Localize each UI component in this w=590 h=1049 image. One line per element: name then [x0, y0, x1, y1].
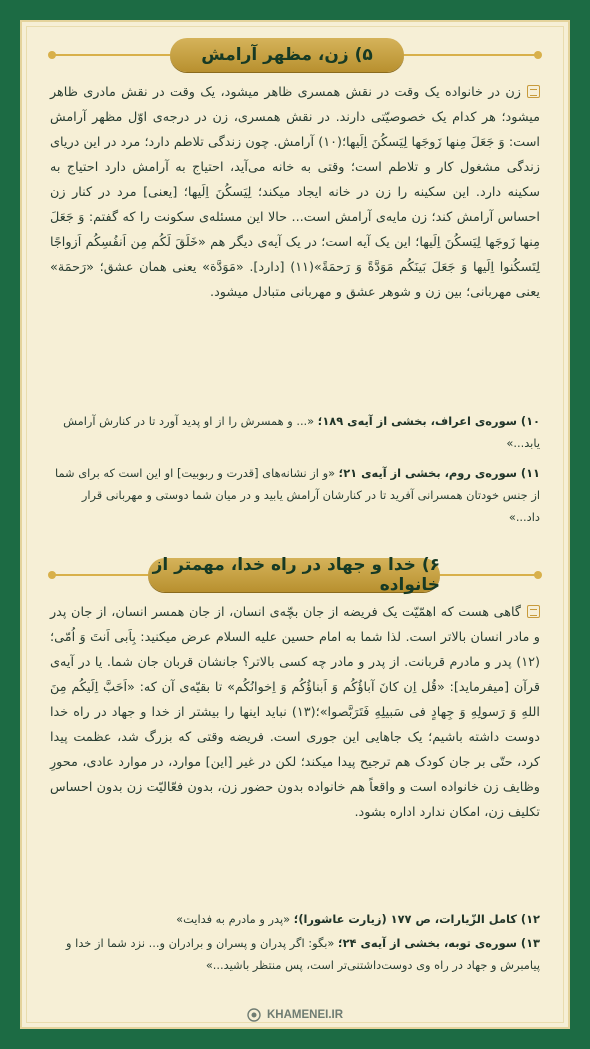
footnote-12: ۱۲) کامل الزّیارات، ص ۱۷۷ (زیارت عاشورا)؛ «پدر و مادرم به فدایت»: [176, 912, 540, 926]
section-6-title: ۶) خدا و جهاد در راه خدا، مهمتر از خانواده: [148, 558, 440, 592]
section-6-body: گاهی هست که اهمّیّت یک فریضه از جان بچّه‌ی انسان، از جان همسر انسان، از جان پدر و مادر انسان بالاتر است. لذا شما به امام حسین علیه السلام عرض میکنید: بِاَبی اَنتَ وَ اُمّی؛(۱۲) پدر و مادرم قربانت. از پدر و مادر چه کسی بالاتر؟ جانشان قربان جان شما. یا در آیه‌ی قرآن [میفرماید]: «قُل اِن کانَ آباؤُکُم وَ اَبناؤُکُم وَ اِخوانُکُم» تا بقیّه‌ی آن که: «اَحَبَّ اِلَیکُم مِنَ اللهِ وَ رَسولِهِ وَ جِهادٍ فی سَبیلِهِ فَتَرَبَّصوا»؛(۱۳) نباید اینها را بیشتر از خدا و جهاد در راه خدا دوست داشته باشیم؛ یک جاهایی این جوری است. فریضه وقتی که بزرگ شد، عظمت پیدا کرد، حتّی بر جان کودک هم ترجیح پیدا میکند؛ لکن در غیر [این] موارد، در موارد عادی، محورِ وظایف زن خانواده است و واقعاً هم خانواده بدون حضور زن، بدون فعّالیّت زن بدون احساس تکلیف زن، امکان ندارد اداره بشود.: [50, 605, 540, 820]
footnote-13: ۱۳) سوره‌ی توبه، بخشی از آیه‌ی ۲۴؛ «بگو: اگر پدران و پسران و برادران و... نزد شما از خدا و پیامبرش و جهاد در راه وی دوست‌داشتنی‌تر است، پس منتظر باشید...»: [66, 936, 540, 972]
footnote-10: ۱۰) سوره‌ی اعراف، بخشی از آیه‌ی ۱۸۹؛ «... و همسرش را از او پدید آورد تا در کنارش آرامش یابد...»: [63, 414, 540, 450]
quote-icon: [527, 85, 540, 98]
footnote-11: ۱۱) سوره‌ی روم، بخشی از آیه‌ی ۲۱؛ «و از نشانه‌های [قدرت و ربوبیت] او این است که برای شما از جنس خودتان همسرانی آفرید تا در کنارشان آرامش یابید و در میان شما دوستی و مهربانی قرار داد...»: [54, 466, 540, 524]
section-5-header: [22, 38, 568, 72]
brand-logo: [0, 1006, 590, 1024]
brand-logo-text: KHAMENEI.IR: [266, 1009, 344, 1021]
seal-icon: [247, 1008, 261, 1022]
content-card: [20, 20, 570, 1029]
section-5-body: زن در خانواده یک وقت در نقش همسری ظاهر میشود، یک وقت در نقش مادری ظاهر میشود؛ هر کدام یک خصوصیّتی دارند. در نقش همسری، زن در درجه‌ی اوّل مظهر آرامش است: وَ جَعَلَ مِنها زَوجَها لِیَسکُنَ اِلَیها؛(۱۰) آرامش. چون زندگی تلاطم دارد؛ مرد در این دریای زندگی مشغول کار و تلاطم است؛ وقتی به خانه می‌آید، احتیاج به آرامش دارد احتیاج به سکینه دارد. این سکینه را زن در خانه ایجاد میکند؛ لِیَسکُنَ اِلَیها؛ [یعنی] مرد در کنار زن احساس آرامش کند؛ زن مایه‌ی آرامش است... حالا این مسئله‌ی سکونت را که گفتم: وَ جَعَلَ مِنها زَوجَها لِیَسکُنَ اِلَیها؛ این یک آیه است؛ در یک آیه‌ی دیگر هم «خَلَقَ لَکُم مِن اَنفُسِکُم اَزواجًا لِتَسکُنوا اِلَیها وَ جَعَلَ بَینَکُم مَوَدَّةً وَ رَحمَةً»(۱۱) [دارد]. «مَوَدَّة» یعنی همان عشق؛ «رَحمَة» یعنی مهربانی؛ بین زن و شوهر عشق و مهربانی متبادل میشود.: [50, 85, 540, 300]
quote-icon: [527, 605, 540, 618]
section-6-header: [22, 555, 568, 595]
section-5-title: ۵) زن، مظهر آرامش: [170, 38, 404, 72]
